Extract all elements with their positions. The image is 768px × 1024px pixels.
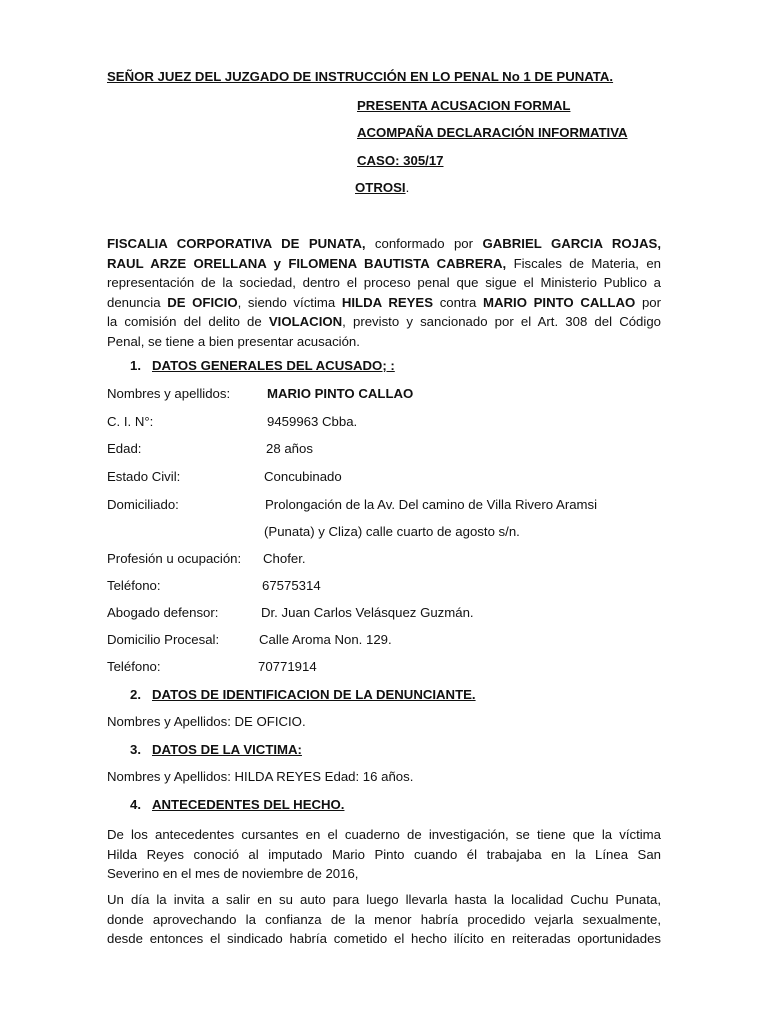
field-value: Calle Aroma Non. 129. xyxy=(259,632,392,647)
field-label: Profesión u ocupación: xyxy=(107,551,242,566)
field-label: Estado Civil: xyxy=(107,469,181,484)
addressee-heading: SEÑOR JUEZ DEL JUZGADO DE INSTRUCCIÓN EN LO PENAL No 1 DE PUNATA. xyxy=(107,69,614,84)
section-number: 3. xyxy=(130,742,141,757)
subject-line: ACOMPAÑA DECLARACIÓN INFORMATIVA xyxy=(357,125,628,140)
field-value: 28 años xyxy=(266,441,313,456)
section-title: ANTECEDENTES DEL HECHO. xyxy=(152,797,345,812)
subject-line: PRESENTA ACUSACION FORMAL xyxy=(357,98,571,113)
field-label: Teléfono: xyxy=(107,659,161,674)
intro-paragraph: FISCALIA CORPORATIVA DE PUNATA, conformado por GABRIEL GARCIA ROJAS, RAUL ARZE ORELLANA y FILOMENA BAUTISTA CABRERA, Fiscales de Materia, en representación de la sociedad, dentro el proceso penal que sigue el Ministerio Publico a denuncia DE OFICIO, siendo víctima HILDA REYES contra MARIO PINTO CALLAO por la comisión del delito de VIOLACION, previsto y sancionado por el Art. 308 del Código Penal, se tiene a bien presentar acusación. xyxy=(107,236,661,349)
field-label: Edad: xyxy=(107,441,142,456)
field-value: Prolongación de la Av. Del camino de Villa Rivero Aramsi xyxy=(265,497,598,512)
field-value: 67575314 xyxy=(262,578,321,593)
subject-line-otrosi: OTROSI. xyxy=(355,180,410,195)
field-label: Nombres y apellidos: xyxy=(107,386,231,401)
field-value-name: MARIO PINTO CALLAO xyxy=(267,386,414,401)
section-number: 2. xyxy=(130,687,141,702)
section-number: 1. xyxy=(130,358,141,373)
section-line: Nombres y Apellidos: DE OFICIO. xyxy=(107,714,306,729)
field-value: 70771914 xyxy=(258,659,317,674)
section-number: 4. xyxy=(130,797,141,812)
field-value-continued: (Punata) y Cliza) calle cuarto de agosto s/n. xyxy=(264,524,520,539)
field-label: Domicilio Procesal: xyxy=(107,632,220,647)
field-value: 9459963 Cbba. xyxy=(267,414,358,429)
subject-line: CASO: 305/17 xyxy=(357,153,444,168)
field-value: Dr. Juan Carlos Velásquez Guzmán. xyxy=(261,605,474,620)
field-label: Domiciliado: xyxy=(107,497,179,512)
field-value: Concubinado xyxy=(264,469,342,484)
field-label: Teléfono: xyxy=(107,578,161,593)
antecedentes-paragraph-2: Un día la invita a salir en su auto para luego llevarla hasta la localidad Cuchu Punata, donde aprovechando la confianza de la menor habría procedido vejarla sexualmente, desde entonces el sindicado habría cometido el hecho ilícito en reiteradas oportunidades xyxy=(107,892,661,947)
field-label: Abogado defensor: xyxy=(107,605,219,620)
antecedentes-paragraph-1: De los antecedentes cursantes en el cuaderno de investigación, se tiene que la víctima Hilda Reyes conoció al imputado Mario Pinto cuando él trabajaba en la Línea San Severino en el mes de noviembre de 2016, xyxy=(107,827,661,882)
field-value: Chofer. xyxy=(263,551,306,566)
section-title: DATOS DE LA VICTIMA: xyxy=(152,742,302,757)
section-title: DATOS GENERALES DEL ACUSADO; : xyxy=(152,358,395,373)
section-title: DATOS DE IDENTIFICACION DE LA DENUNCIANTE. xyxy=(152,687,476,702)
field-label: C. I. N°: xyxy=(107,414,154,429)
section-line: Nombres y Apellidos: HILDA REYES Edad: 16 años. xyxy=(107,769,414,784)
